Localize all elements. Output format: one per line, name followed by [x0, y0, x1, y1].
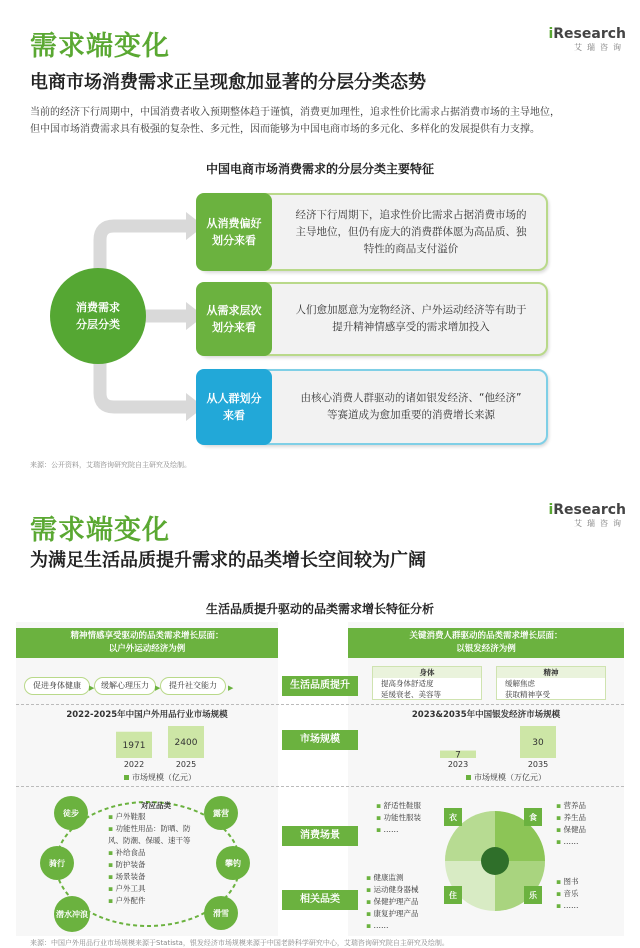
right-market-title: 2023&2035年中国银发经济市场规模: [411, 710, 561, 720]
scene-skiing: 滑雪: [204, 896, 238, 930]
living-list: [366, 872, 418, 932]
center-label-scene: 消费场景: [282, 826, 358, 846]
category-title: 对应品类: [141, 801, 171, 810]
leisure-item: ▪ 图书: [556, 876, 578, 888]
category-item: ▪ 补给食品: [108, 847, 204, 859]
category-item: ▪ 场景装备: [108, 871, 204, 883]
arrow-top: [100, 226, 190, 270]
food-item: ▪ 养生品: [556, 812, 586, 824]
source-note-2: 来源：中国户外用品行业市场规模来源于Statista，银发经济市场规模来源于中国老龄科学研究中心，艾瑞咨询研究院自主研究及绘制。: [30, 939, 449, 947]
row-text-group: [280, 390, 542, 424]
tag-group: [196, 369, 272, 445]
intro-line-1: 当前的经济下行周期中，中国消费者收入预期整体趋于谨慎，消费更加理性，追求性价比需求占据消费市场的主导地位，: [30, 107, 560, 118]
bar-value: 2400: [174, 738, 198, 748]
tag-line: 来看: [223, 409, 245, 422]
pill-health: 促进身体健康: [24, 677, 90, 695]
bar-category: 2035: [527, 760, 549, 768]
tag-line: 划分来看: [212, 234, 256, 247]
tag-line: 从人群划分: [206, 392, 262, 405]
group-item: 获取精神享受: [505, 690, 550, 699]
bar-category: 2023: [447, 760, 469, 768]
legend-text: 市场规模（万亿元）: [474, 773, 546, 782]
category-item: ▪ 户外鞋服: [108, 811, 204, 823]
tag-line: 从需求层次: [206, 304, 262, 317]
row-line: 等赛道成为愈加重要的消费增长来源: [327, 409, 495, 421]
logo-i: i: [548, 502, 554, 518]
left-legend: [124, 772, 196, 783]
row-line: 人们愈加愿意为宠物经济、户外运动经济等有助于: [295, 304, 527, 316]
scene-camping: 露营: [204, 796, 238, 830]
legend-text: 市场规模（亿元）: [132, 773, 196, 782]
scene-cycling: 骑行: [40, 846, 74, 880]
arrow-icon: ▶: [89, 684, 95, 692]
logo-2: [548, 502, 626, 529]
legend-swatch: [466, 775, 471, 780]
bar-category: 2022: [123, 760, 145, 768]
group-mind: [496, 666, 606, 700]
row-text-level: [280, 302, 542, 336]
row-line: 经济下行周期下，追求性价比需求占据消费市场的: [295, 209, 527, 221]
food-item: ▪ 保健品: [556, 824, 586, 836]
group-item: 缓解焦虑: [505, 679, 535, 688]
center-line-2: 分层分类: [76, 318, 120, 331]
category-item: ▪ 户外配件: [108, 895, 204, 907]
center-line-1: 消费需求: [76, 301, 120, 314]
center-label-quality: 生活品质提升: [282, 676, 358, 696]
separator: [16, 786, 624, 787]
category-list: [108, 800, 204, 907]
right-legend: [466, 772, 546, 783]
page-title-2: 需求端变化: [30, 515, 170, 546]
category-item: ▪ 功能性用品：防晒、防风、防潮、保暖、速干等: [108, 823, 204, 847]
chart-title-2: 生活品质提升驱动的品类需求增长特征分析: [205, 602, 434, 616]
clothing-item: ▪ ……: [376, 824, 421, 836]
left-market-title: 2022-2025年中国户外用品行业市场规模: [66, 710, 228, 720]
logo-sub: 艾瑞咨询: [574, 519, 626, 528]
intro-line-2: 但中国市场消费需求具有极强的复杂性、多元性，因而能够为中国电商市场的多元化、多样化的发展提供有力支撑。: [30, 124, 540, 135]
arrow-icon: ▶: [228, 684, 234, 692]
page-subtitle-2: 为满足生活品质提升需求的品类增长空间较为广阔: [30, 550, 426, 571]
leisure-item: ▪ 音乐: [556, 888, 578, 900]
clothing-item: ▪ 功能性服装: [376, 812, 421, 824]
center-label-market: 市场规模: [282, 730, 358, 750]
group-item: 提高身体舒适度: [381, 679, 434, 688]
logo-text: Research: [553, 502, 626, 518]
separator: [16, 704, 624, 705]
scene-climbing: 攀钓: [216, 846, 250, 880]
legend-swatch: [124, 775, 129, 780]
scene-diving: 潜水冲浪: [54, 896, 90, 932]
scene-hiking: 徒步: [54, 796, 88, 830]
leisure-list: [556, 876, 578, 912]
living-item: ▪ 康复护理产品: [366, 908, 418, 920]
bar-value: 1971: [122, 740, 146, 751]
arrow-icon: ▶: [155, 684, 161, 692]
source-note: 来源：公开资料，艾瑞咨询研究院自主研究及绘制。: [30, 461, 191, 469]
food-list: [556, 800, 586, 848]
wheel-label-food: 食: [524, 808, 542, 826]
left-bar-chart: [100, 720, 220, 768]
living-item: ▪ 运动健身器械: [366, 884, 418, 896]
category-item: ▪ 防护装备: [108, 859, 204, 871]
left-head-line: 精神情感享受驱动的品类需求增长层面：: [70, 631, 224, 641]
page-title: 需求端变化: [30, 31, 170, 62]
wheel-label-living: 住: [444, 886, 462, 904]
category-item: ▪ 户外工具: [108, 883, 204, 895]
logo-text: Research: [553, 26, 626, 42]
food-item: ▪ ……: [556, 836, 586, 848]
leisure-item: ▪ ……: [556, 900, 578, 912]
row-line: 提升精神情感享受的需求增加投入: [332, 321, 490, 333]
wheel-label-leisure: 乐: [524, 886, 542, 904]
left-head: [16, 628, 278, 658]
group-body: [372, 666, 482, 700]
wheel-label-clothing: 衣: [444, 808, 462, 826]
living-item: ▪ 保健护理产品: [366, 896, 418, 908]
bar-category: 2025: [175, 760, 197, 768]
pill-social: 提升社交能力: [160, 677, 226, 695]
right-bar-chart: [420, 720, 560, 768]
group-title: 身体: [373, 667, 481, 678]
tag-preference: [196, 193, 272, 271]
living-item: ▪ 健康监测: [366, 872, 418, 884]
logo-sub: 艾瑞咨询: [574, 43, 626, 52]
right-head-line: 以银发经济为例: [456, 644, 516, 654]
tag-line: 划分来看: [212, 321, 256, 334]
row-line: 主导地位，但仍有庞大的消费群体愿为高品质、独: [295, 226, 527, 238]
center-circle: [50, 268, 146, 364]
category-items: [108, 811, 204, 907]
bar-value: 7: [455, 750, 461, 761]
page-subtitle: 电商市场消费需求正呈现愈加显著的分层分类态势: [30, 72, 426, 93]
clothing-item: ▪ 舒适性鞋服: [376, 800, 421, 812]
left-head-line: 以户外运动经济为例: [108, 644, 186, 654]
row-line: 由核心消费人群驱动的诸如银发经济、“他经济”: [300, 392, 522, 404]
row-line: 特性的商品支付溢价: [363, 243, 459, 255]
right-head: [348, 628, 624, 658]
center-label-category: 相关品类: [282, 890, 358, 910]
diagram-title: 中国电商市场消费需求的分层分类主要特征: [205, 162, 434, 176]
tag-level: [196, 282, 272, 356]
bar-value: 30: [532, 738, 544, 748]
food-item: ▪ 营养品: [556, 800, 586, 812]
arrow-bottom: [100, 360, 190, 407]
group-item: 延缓衰老、美容等: [381, 690, 441, 699]
logo-i: i: [548, 26, 554, 42]
group-title: 精神: [497, 667, 605, 678]
clothing-list: [376, 800, 421, 836]
right-head-line: 关键消费人群驱动的品类需求增长层面：: [409, 631, 563, 641]
pill-stress: 缓解心理压力: [94, 677, 156, 695]
row-text-preference: [280, 207, 542, 258]
tag-line: 从消费偏好: [206, 217, 262, 230]
living-item: ▪ ……: [366, 920, 418, 932]
